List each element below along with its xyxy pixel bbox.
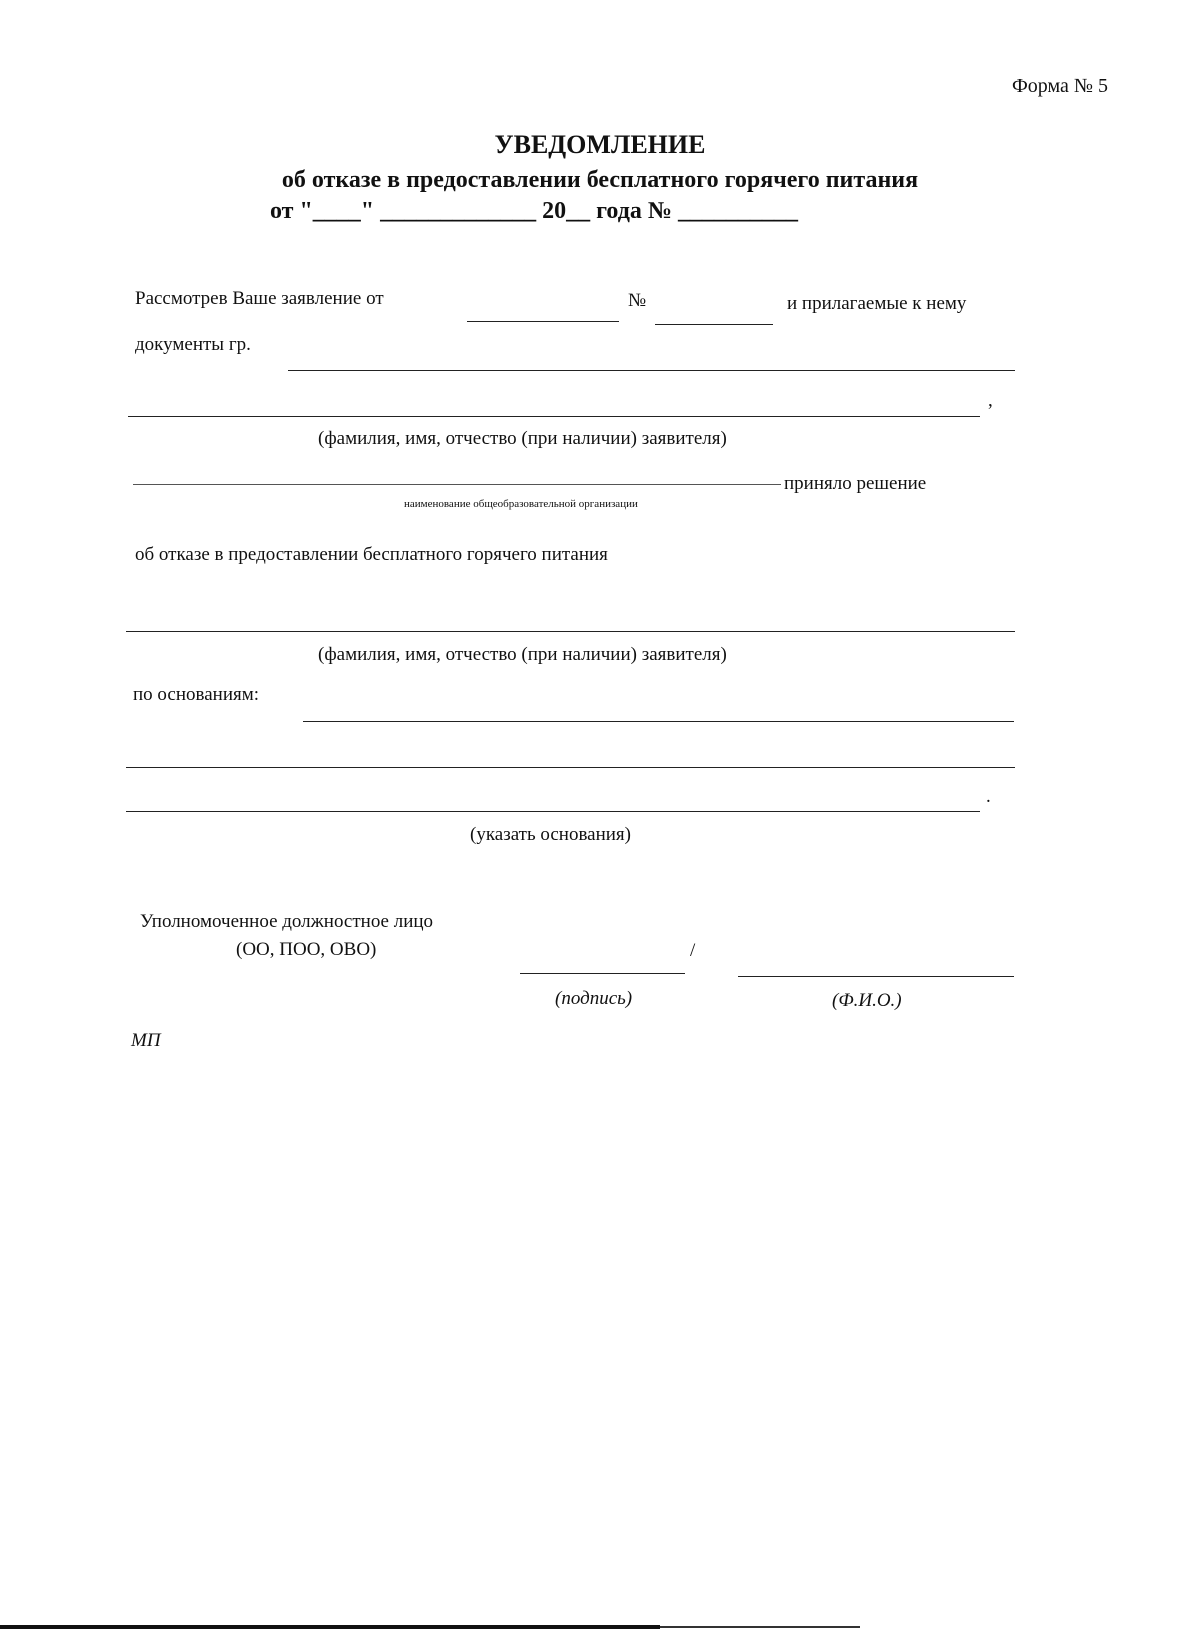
- scan-edge: [0, 1625, 660, 1629]
- attached-docs-text: и прилагаемые к нему: [787, 293, 967, 314]
- signature-slash: /: [690, 940, 696, 961]
- signature-caption: (подпись): [555, 988, 633, 1009]
- document-title: УВЕДОМЛЕНИЕ: [494, 130, 706, 159]
- stamp-place: МП: [131, 1030, 161, 1051]
- document-subtitle: об отказе в предоставлении бесплатного горячего питания: [281, 167, 919, 193]
- form-number: Форма № 5: [1012, 75, 1108, 97]
- on-grounds-text: по основаниям:: [133, 684, 260, 705]
- documents-gr-text: документы гр.: [135, 334, 251, 355]
- fio-field[interactable]: [738, 976, 1014, 977]
- citizen-name-field-1[interactable]: [288, 370, 1015, 371]
- number-sign: №: [628, 290, 647, 311]
- comma-mark: ,: [988, 390, 993, 411]
- scan-edge-2: [660, 1626, 860, 1628]
- applicant-name-field[interactable]: [126, 631, 1015, 632]
- made-decision-text: приняло решение: [784, 473, 927, 494]
- applicant-name-caption: (фамилия, имя, отчество (при наличии) заявителя): [318, 428, 727, 449]
- official-organization: (ОО, ПОО, ОВО): [236, 939, 377, 960]
- applicant-name-caption-2: (фамилия, имя, отчество (при наличии) заявителя): [318, 644, 727, 665]
- organization-name-field[interactable]: [133, 484, 781, 485]
- organization-caption: наименование общеобразовательной организации: [404, 498, 638, 510]
- application-number-field[interactable]: [655, 324, 773, 325]
- application-date-field[interactable]: [467, 321, 619, 322]
- grounds-caption: (указать основания): [470, 824, 631, 845]
- signature-field[interactable]: [520, 973, 685, 974]
- fio-caption: (Ф.И.О.): [832, 990, 902, 1011]
- refusal-text: об отказе в предоставлении бесплатного горячего питания: [135, 544, 608, 565]
- grounds-field-1[interactable]: [303, 721, 1014, 722]
- date-number-line: от "____" _____________ 20__ года № __________: [270, 198, 798, 224]
- citizen-name-field-2[interactable]: [128, 416, 980, 417]
- considered-application-text: Рассмотрев Ваше заявление от: [135, 288, 384, 309]
- period-mark: .: [986, 786, 991, 807]
- official-title: Уполномоченное должностное лицо: [140, 911, 434, 932]
- grounds-field-3[interactable]: [126, 811, 980, 812]
- grounds-field-2[interactable]: [126, 767, 1015, 768]
